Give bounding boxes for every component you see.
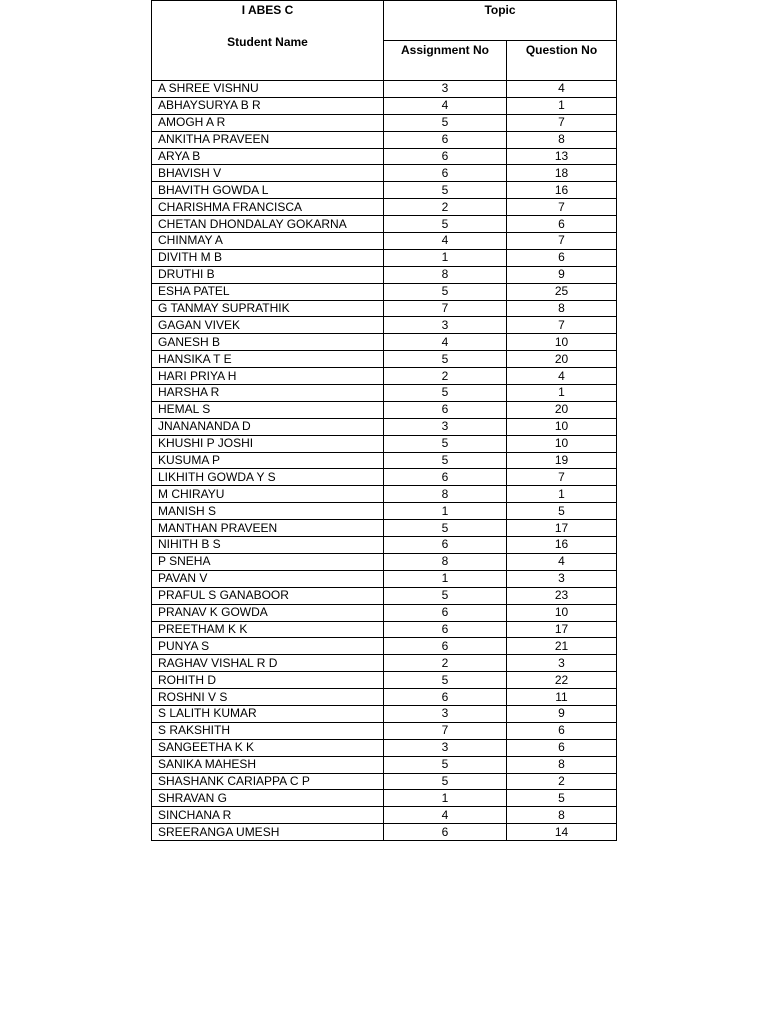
table-row (152, 97, 617, 114)
assignment-no-cell: 7 (384, 300, 507, 317)
table-body (152, 1, 617, 841)
assignment-no-cell: 6 (384, 131, 507, 148)
assignment-no-cell: 6 (384, 401, 507, 418)
assignment-no-cell: 5 (384, 452, 507, 469)
student-name-cell: LIKHITH GOWDA Y S (152, 469, 384, 486)
student-name-cell: BHAVISH V (152, 165, 384, 182)
question-no-cell: 10 (507, 334, 617, 351)
assignment-no-cell: 5 (384, 587, 507, 604)
assignment-no-cell: 5 (384, 756, 507, 773)
question-no-cell: 5 (507, 790, 617, 807)
assignment-no-cell: 6 (384, 621, 507, 638)
student-name-cell: ARYA B (152, 148, 384, 165)
table-row (152, 418, 617, 435)
student-name-cell: JNANANANDA D (152, 418, 384, 435)
student-name-cell: S RAKSHITH (152, 722, 384, 739)
assignment-no-cell: 8 (384, 266, 507, 283)
question-no-cell: 7 (507, 199, 617, 216)
table-row (152, 689, 617, 706)
question-no-cell: 21 (507, 638, 617, 655)
question-no-cell: 10 (507, 435, 617, 452)
table-row (152, 469, 617, 486)
question-no-cell: 16 (507, 182, 617, 199)
student-name-cell: SHASHANK CARIAPPA C P (152, 773, 384, 790)
assignment-table (151, 0, 617, 841)
table-row (152, 756, 617, 773)
student-name-cell: KUSUMA P (152, 452, 384, 469)
question-no-cell: 14 (507, 824, 617, 841)
question-no-cell: 6 (507, 739, 617, 756)
question-no-cell: 20 (507, 351, 617, 368)
assignment-no-cell: 6 (384, 537, 507, 554)
question-no-cell: 1 (507, 486, 617, 503)
student-name-cell: PRAFUL S GANABOOR (152, 587, 384, 604)
table-row (152, 672, 617, 689)
student-name-cell: CHETAN DHONDALAY GOKARNA (152, 216, 384, 233)
question-no-cell: 4 (507, 553, 617, 570)
assignment-no-cell: 5 (384, 216, 507, 233)
question-no-cell: 2 (507, 773, 617, 790)
student-name-cell: KHUSHI P JOSHI (152, 435, 384, 452)
assignment-no-cell: 5 (384, 520, 507, 537)
question-no-cell: 8 (507, 131, 617, 148)
question-no-header: Question No (507, 41, 617, 81)
assignment-no-cell: 2 (384, 368, 507, 385)
table-row (152, 216, 617, 233)
question-no-cell: 16 (507, 537, 617, 554)
student-name-cell: CHARISHMA FRANCISCA (152, 199, 384, 216)
student-name-cell: MANTHAN PRAVEEN (152, 520, 384, 537)
student-name-cell: GANESH B (152, 334, 384, 351)
question-no-cell: 7 (507, 114, 617, 131)
assignment-table-sheet (151, 0, 616, 841)
student-name-cell: SANIKA MAHESH (152, 756, 384, 773)
table-row (152, 165, 617, 182)
assignment-no-cell: 1 (384, 790, 507, 807)
table-row (152, 824, 617, 841)
table-row (152, 739, 617, 756)
question-no-cell: 18 (507, 165, 617, 182)
student-name-cell: AMOGH A R (152, 114, 384, 131)
assignment-no-cell: 3 (384, 317, 507, 334)
table-row (152, 266, 617, 283)
assignment-no-cell: 6 (384, 689, 507, 706)
table-row (152, 300, 617, 317)
student-name-cell: DRUTHI B (152, 266, 384, 283)
table-row (152, 435, 617, 452)
question-no-cell: 4 (507, 368, 617, 385)
table-row (152, 317, 617, 334)
student-name-cell: S LALITH KUMAR (152, 705, 384, 722)
table-row (152, 486, 617, 503)
table-row (152, 148, 617, 165)
student-name-cell: SHRAVAN G (152, 790, 384, 807)
assignment-no-cell: 3 (384, 739, 507, 756)
table-row (152, 722, 617, 739)
assignment-no-cell: 1 (384, 249, 507, 266)
question-no-cell: 7 (507, 469, 617, 486)
question-no-cell: 4 (507, 81, 617, 98)
question-no-cell: 8 (507, 756, 617, 773)
student-name-cell: SANGEETHA K K (152, 739, 384, 756)
question-no-cell: 6 (507, 216, 617, 233)
student-name-cell: PREETHAM K K (152, 621, 384, 638)
question-no-cell: 5 (507, 503, 617, 520)
assignment-no-cell: 6 (384, 165, 507, 182)
question-no-cell: 9 (507, 266, 617, 283)
student-name-cell: DIVITH M B (152, 249, 384, 266)
question-no-cell: 6 (507, 722, 617, 739)
table-row (152, 114, 617, 131)
table-row (152, 131, 617, 148)
table-row (152, 604, 617, 621)
student-name-cell: CHINMAY A (152, 233, 384, 250)
question-no-cell: 20 (507, 401, 617, 418)
assignment-no-cell: 1 (384, 570, 507, 587)
student-name-header: Student Name (227, 35, 308, 49)
student-name-cell: SINCHANA R (152, 807, 384, 824)
class-label: I ABES C (241, 3, 294, 17)
assignment-no-cell: 6 (384, 604, 507, 621)
question-no-cell: 6 (507, 249, 617, 266)
table-row (152, 790, 617, 807)
table-row (152, 587, 617, 604)
assignment-no-cell: 3 (384, 705, 507, 722)
assignment-no-cell: 5 (384, 672, 507, 689)
assignment-no-cell: 5 (384, 114, 507, 131)
assignment-no-cell: 7 (384, 722, 507, 739)
question-no-cell: 11 (507, 689, 617, 706)
table-row (152, 638, 617, 655)
table-row (152, 368, 617, 385)
question-no-cell: 3 (507, 570, 617, 587)
table-row (152, 773, 617, 790)
table-row (152, 807, 617, 824)
table-row (152, 553, 617, 570)
assignment-no-cell: 5 (384, 283, 507, 300)
question-no-cell: 3 (507, 655, 617, 672)
question-no-cell: 17 (507, 621, 617, 638)
assignment-no-cell: 4 (384, 807, 507, 824)
student-name-cell: MANISH S (152, 503, 384, 520)
student-name-cell: PRANAV K GOWDA (152, 604, 384, 621)
question-no-cell: 8 (507, 807, 617, 824)
table-row (152, 385, 617, 402)
table-row (152, 401, 617, 418)
table-row (152, 249, 617, 266)
assignment-no-cell: 4 (384, 334, 507, 351)
question-no-cell: 10 (507, 418, 617, 435)
student-name-cell: HARI PRIYA H (152, 368, 384, 385)
table-row (152, 182, 617, 199)
student-name-cell: A SHREE VISHNU (152, 81, 384, 98)
student-name-cell: G TANMAY SUPRATHIK (152, 300, 384, 317)
question-no-cell: 7 (507, 317, 617, 334)
assignment-no-cell: 8 (384, 553, 507, 570)
question-no-cell: 8 (507, 300, 617, 317)
assignment-no-cell: 5 (384, 773, 507, 790)
student-name-cell: BHAVITH GOWDA L (152, 182, 384, 199)
question-no-cell: 22 (507, 672, 617, 689)
student-name-cell: HARSHA R (152, 385, 384, 402)
header-row-top (152, 1, 617, 41)
student-name-cell: P SNEHA (152, 553, 384, 570)
question-no-cell: 25 (507, 283, 617, 300)
student-name-cell: GAGAN VIVEK (152, 317, 384, 334)
student-name-cell: ROSHNI V S (152, 689, 384, 706)
table-row (152, 705, 617, 722)
student-name-cell: SREERANGA UMESH (152, 824, 384, 841)
question-no-cell: 1 (507, 97, 617, 114)
table-row (152, 199, 617, 216)
assignment-no-cell: 6 (384, 638, 507, 655)
student-name-cell: HEMAL S (152, 401, 384, 418)
student-name-cell: M CHIRAYU (152, 486, 384, 503)
student-header-cell (152, 1, 384, 81)
assignment-no-cell: 5 (384, 385, 507, 402)
assignment-no-cell: 5 (384, 435, 507, 452)
student-name-cell: RAGHAV VISHAL R D (152, 655, 384, 672)
student-name-cell: NIHITH B S (152, 537, 384, 554)
assignment-no-cell: 4 (384, 97, 507, 114)
table-row (152, 334, 617, 351)
question-no-cell: 7 (507, 233, 617, 250)
student-name-cell: ESHA PATEL (152, 283, 384, 300)
assignment-no-cell: 5 (384, 182, 507, 199)
assignment-no-cell: 4 (384, 233, 507, 250)
table-row (152, 570, 617, 587)
topic-header: Topic (384, 1, 617, 41)
assignment-no-cell: 3 (384, 418, 507, 435)
assignment-no-cell: 6 (384, 148, 507, 165)
table-row (152, 283, 617, 300)
assignment-no-cell: 6 (384, 824, 507, 841)
question-no-cell: 9 (507, 705, 617, 722)
table-row (152, 621, 617, 638)
question-no-cell: 10 (507, 604, 617, 621)
assignment-no-cell: 3 (384, 81, 507, 98)
student-name-cell: ROHITH D (152, 672, 384, 689)
assignment-no-cell: 6 (384, 469, 507, 486)
student-name-cell: HANSIKA T E (152, 351, 384, 368)
student-name-cell: ABHAYSURYA B R (152, 97, 384, 114)
question-no-cell: 17 (507, 520, 617, 537)
question-no-cell: 19 (507, 452, 617, 469)
assignment-no-cell: 1 (384, 503, 507, 520)
table-row (152, 351, 617, 368)
student-name-cell: PAVAN V (152, 570, 384, 587)
table-row (152, 655, 617, 672)
student-name-cell: ANKITHA PRAVEEN (152, 131, 384, 148)
table-row (152, 537, 617, 554)
assignment-no-cell: 2 (384, 199, 507, 216)
table-row (152, 520, 617, 537)
question-no-cell: 23 (507, 587, 617, 604)
assignment-no-header: Assignment No (384, 41, 507, 81)
question-no-cell: 1 (507, 385, 617, 402)
assignment-no-cell: 2 (384, 655, 507, 672)
table-row (152, 503, 617, 520)
table-row (152, 81, 617, 98)
table-row (152, 452, 617, 469)
assignment-no-cell: 5 (384, 351, 507, 368)
question-no-cell: 13 (507, 148, 617, 165)
assignment-no-cell: 8 (384, 486, 507, 503)
table-row (152, 233, 617, 250)
student-name-cell: PUNYA S (152, 638, 384, 655)
